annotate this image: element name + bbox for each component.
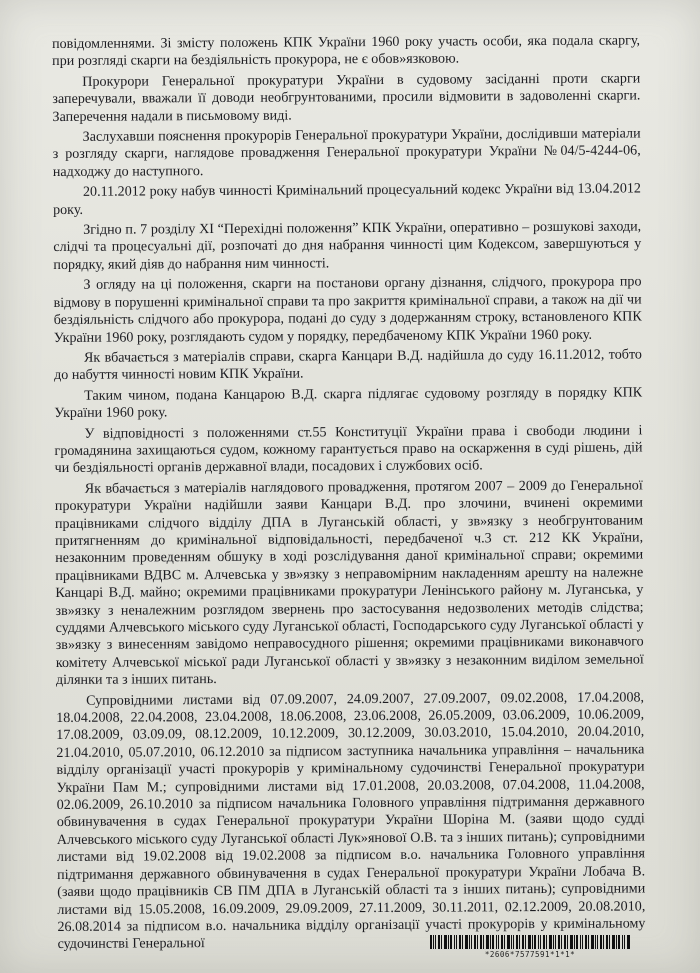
paragraph: У відповідності з положеннями ст.55 Конституції України права і свободи людини і громадянина захищаються судом, кожному гарантується право на оскарження в суді рішень, дій чи бездіяльності органів державної влади, посадових і службових осіб. bbox=[54, 421, 643, 477]
paragraph: З огляду на ці положення, скарги на постанови органу дізнання, слідчого, прокурора про відмову в порушенні кримінальної справи та про закриття кримінальної справи, а також на дії чи бездіяльність слідчого або прокурора, подані до суду з додержанням строку, встановленого КПК України 1960 року, розглядають судом у порядку, передбаченому КПК України 1960 року. bbox=[53, 273, 642, 346]
document-body bbox=[52, 32, 646, 956]
paragraph: Як вбачається з матеріалів справи, скарга Канцари В.Д. надійшла до суду 16.11.2012, тобто до набуття чинності новим КПК України. bbox=[54, 346, 643, 384]
barcode-image bbox=[430, 935, 630, 949]
paragraph: Прокурори Генеральної прокуратури України в судовому засіданні проти скарги заперечували, вважали її доводи необгрунтованими, просили відмовити в задоволенні скарги. Заперечення надали в письмовому виді. bbox=[52, 70, 641, 125]
paragraph: Заслухавши пояснення прокурорів Генеральної прокуратури України, дослідивши матеріали з розгляду скарги, наглядове провадження Генеральної прокуратури України №04/5-4244-06, надходжу до наступного. bbox=[52, 125, 641, 180]
paragraph: Таким чином, подана Канцарою В.Д. скарга підлягає судовому розгляду в порядку КПК України 1960 року. bbox=[54, 384, 643, 422]
barcode-block bbox=[430, 935, 630, 959]
paragraph: повідомленнями. Зі змісту положень КПК України 1960 року участь особи, яка подала скаргу, при розгляді скарги на бездіяльність прокурора, не є обов»язковою. bbox=[52, 32, 641, 70]
paragraph: Згідно п. 7 розділу XI “Перехідні положення” КПК України, оперативно – розшукові заходи, слідчі та процесуальні дії, розпочаті до дня набрання чинності цим Кодексом, завершуються у порядку, який діяв до набрання ним чинності. bbox=[53, 218, 642, 273]
paragraph: Як вбачається з матеріалів наглядового провадження, протягом 2007 – 2009 до Генеральної прокуратури України надійшли заяви Канцари В.Д. про злочини, вчинені окремими працівниками слідчого відділу ДПА в Луганській області, у зв»язку з необгрунтованим притягненням до кримінальної відповідальності, передбаченої ч.3 ст. 212 КК України, незаконним проведенням обшуку в ході розслідування даної кримінальної справи; окремими працівниками ВДВС м. Алчевська у зв»язку з неправомірним накладенням арешту на належне Канцарі В.Д. майно; окремими працівниками прокуратури Ленінського району м. Луганська, у зв»язку з неналежним розглядом звернень про застосування недозволених методів слідства; суддями Алчевського міського суду Луганської області, Господарського суду Луганської області у зв»язку з винесенням завідомо неправосудного рішення; окремими працівниками виконавчого комітету Алчевської міської ради Луганської області у зв»язку з незаконним виділом земельної ділянки та з інших питань. bbox=[54, 477, 644, 689]
paragraph: Супровідними листами від 07.09.2007, 24.09.2007, 27.09.2007, 09.02.2008, 17.04.2008, 18.04.2008, 22.04.2008, 23.04.2008, 18.06.2008, 23.06.2008, 26.05.2009, 03.06.2009, 10.06.2009, 17.08.2009, 03.09.09, 08.12.2009, 10.12.2009, 30.12.2009, 30.03.2010, 15.04.2010, 20.04.2010, 21.04.2010, 05.07.2010, 06.12.2010 за підписом заступника начальника управління – начальника відділу організації участі прокурорів у кримінальному судочинстві Генеральної прокуратури України Пам М.; супровідними листами від 17.01.2008, 20.03.2008, 07.04.2008, 11.04.2008, 02.06.2009, 26.10.2010 за підписом начальника Головного управління підтримання державного обвинувачення в судах Генеральної прокуратури України Шоріна М. (заяви щодо судді Алчевського міського суду Луганської області Лук»янової О.В. та з інших питань); супровідними листами від 19.02.2008 від 19.02.2008 за підписом в.о. начальника Головного управління підтримання державного обвинувачення в судах Генеральної прокуратури України Лобача В. (заяви щодо працівників СВ ПМ ДПА в Луганській області та з інших питань); супровідними листами від 15.05.2008, 16.09.2009, 29.09.2009, 27.11.2009, 30.11.2011, 02.12.2009, 20.08.2010, 26.08.2014 за підписом в.о. начальника відділу організації участі прокурорів у кримінальному судочинстві Генеральної bbox=[56, 689, 646, 953]
paragraph: 20.11.2012 року набув чинності Кримінальний процесуальний кодекс України від 13.04.2012 року. bbox=[53, 180, 641, 218]
barcode-number: *2606*7577591*1*1* bbox=[484, 950, 576, 959]
